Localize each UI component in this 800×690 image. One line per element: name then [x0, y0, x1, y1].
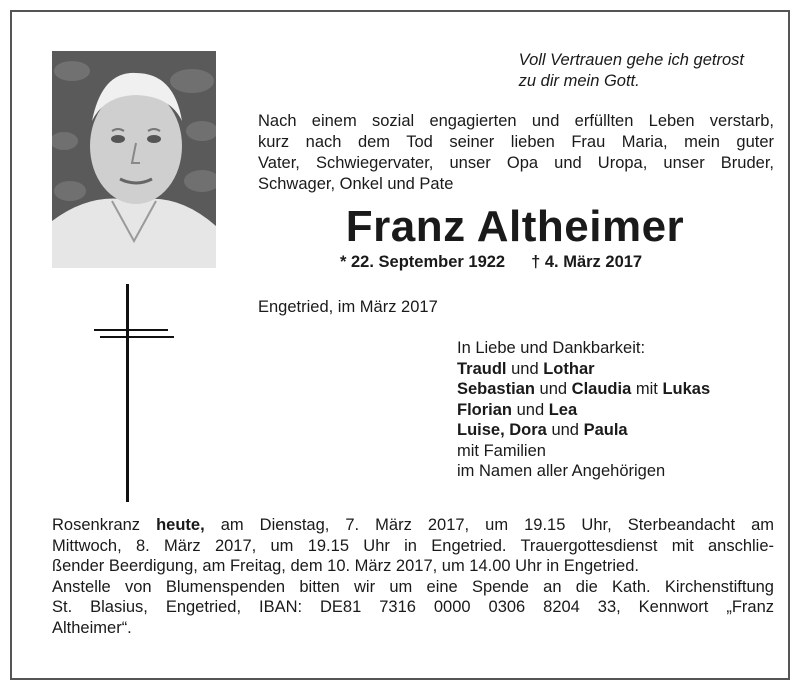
service-text: am Dienstag, 7. März 2017, um 19.15 Uhr, Sterbeandacht am: [220, 516, 774, 534]
cross-bar: [100, 336, 174, 338]
connector: und: [512, 400, 549, 419]
intro-line: Nach einem sozial engagierten und erfüllten Leben verstarb,: [258, 112, 774, 130]
connector: und: [546, 421, 584, 439]
intro-line: Vater, Schwiegervater, unser Opa und Uropa, unser Bruder,: [258, 154, 774, 172]
service-line: ßender Beerdigung, am Freitag, dem 10. März 2017, um 14.00 Uhr in Engetried.: [52, 557, 639, 575]
mourner-name: Luise, Dora: [457, 421, 547, 439]
cross-bar: [94, 329, 168, 331]
mourner-name: Florian: [457, 400, 513, 419]
service-today: heute,: [156, 516, 205, 534]
portrait-photo: [52, 51, 216, 268]
motto-line: Voll Vertrauen gehe ich getrost: [518, 51, 744, 69]
cross-icon: [126, 284, 129, 502]
mourner-name: Paula: [583, 421, 628, 439]
donation-line: St. Blasius, Engetried, IBAN: DE81 7316 0000 0306 8204 33, Kennwort „Franz: [52, 598, 774, 616]
service-line: Mittwoch, 8. März 2017, um 19.15 Uhr in Engetried. Trauergottesdienst mit anschlie-: [52, 536, 774, 555]
donation-line: Anstelle von Blumenspenden bitten wir um eine Spende an die Kath. Kirchenstiftung: [52, 577, 774, 596]
mourner-line: [457, 400, 710, 421]
mourner-name: Sebastian: [457, 380, 535, 398]
mourner-name: Lothar: [543, 359, 595, 378]
motto-line: zu dir mein Gott.: [518, 72, 640, 90]
intro-line: Schwager, Onkel und Pate: [258, 175, 454, 193]
service-line: [52, 515, 774, 536]
service-details: [52, 515, 774, 638]
mourners-heading: In Liebe und Dankbarkeit:: [457, 339, 646, 357]
intro-line: kurz nach dem Tod seiner lieben Frau Maria, mein guter: [258, 133, 774, 151]
mourner-line: [457, 379, 710, 400]
mourners-list: [457, 338, 710, 482]
mourner-name: Traudl: [457, 359, 507, 378]
birth-date: * 22. September 1922: [340, 253, 506, 271]
mourner-line: im Namen aller Angehörigen: [457, 462, 666, 480]
mourner-name: Lukas: [662, 380, 711, 398]
connector: mit: [631, 380, 663, 398]
place-date: Engetried, im März 2017: [258, 298, 438, 316]
connector: und: [534, 380, 572, 398]
motto-verse: [519, 50, 744, 92]
death-date: † 4. März 2017: [531, 253, 643, 271]
mourner-line: [457, 420, 710, 441]
mourner-line: [457, 359, 710, 380]
mourner-line: mit Familien: [457, 441, 546, 460]
deceased-name: Franz Altheimer: [345, 202, 685, 251]
connector: und: [506, 359, 544, 378]
service-text: Rosenkranz: [52, 516, 141, 534]
donation-line: Altheimer“.: [52, 618, 132, 637]
mourner-name: Claudia: [571, 380, 632, 398]
mourner-name: Lea: [548, 400, 578, 419]
intro-text: [258, 111, 774, 195]
portrait-image: [52, 51, 216, 268]
life-dates: [340, 253, 642, 272]
